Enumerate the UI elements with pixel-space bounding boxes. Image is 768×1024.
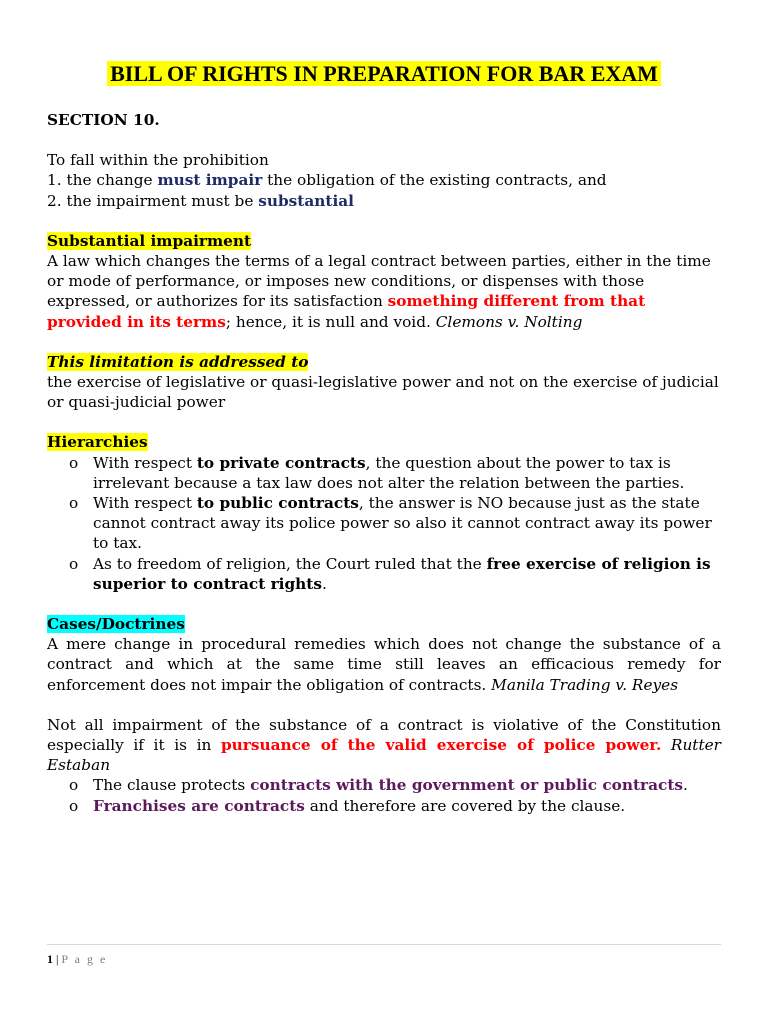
footer-separator: | — [53, 952, 62, 966]
limitation-heading: This limitation is addressed to — [47, 352, 309, 371]
bullet-icon: o — [69, 453, 79, 472]
cases-heading: Cases/Doctrines — [47, 615, 185, 634]
page-content — [47, 60, 721, 816]
substantial-impairment-text: A law which changes the terms of a legal contract between parties, either in the time or mode of performance, or imposes new conditions, or dispenses with those expressed, or authorizes for its satisfaction something different from that provided in its terms; hence, it is null and void. Clemons v. Nolting — [47, 252, 711, 331]
substantial-impairment-heading: Substantial impairment — [47, 231, 252, 250]
section-heading: SECTION 10. — [47, 111, 160, 129]
list-item: o The clause protects contracts with the government or public contracts. — [69, 776, 688, 795]
bullet-icon: o — [69, 494, 79, 513]
page-label: P a g e — [61, 952, 108, 966]
list-item: o With respect to private contracts, the question about the power to tax is irrelevant because a tax law does not alter the relation between the parties. — [69, 453, 685, 492]
page-footer — [47, 944, 721, 969]
list-item: o With respect to public contracts, the answer is NO because just as the state cannot contract away its police power so also it cannot contract away its power to tax. — [69, 494, 712, 553]
cases-paragraph-2: Not all impairment of the substance of a contract is violative of the Constitution especially if it is in pursuance of the valid exercise of police power. Rutter Estaban — [47, 715, 721, 775]
cases-paragraph-1: A mere change in procedural remedies which does not change the substance of a contract and which at the same time still leaves an efficacious remedy for enforcement does not impair the obligation of contracts. Manila Trading v. Reyes — [47, 635, 721, 694]
cases-block — [47, 614, 721, 816]
page-number: 1 — [47, 952, 53, 966]
intro-item-1: 1. the change must impair the obligation of the existing contracts, and — [47, 171, 607, 190]
list-item: o As to freedom of religion, the Court ruled that the free exercise of religion is superior to contract rights. — [69, 554, 711, 593]
intro-block — [47, 150, 721, 211]
document-title: BILL OF RIGHTS IN PREPARATION FOR BAR EXAM — [47, 60, 721, 88]
hierarchies-heading: Hierarchies — [47, 433, 148, 452]
bullet-icon: o — [69, 554, 79, 573]
bullet-icon: o — [69, 776, 79, 795]
hierarchies-list — [47, 453, 721, 594]
bullet-icon: o — [69, 796, 79, 815]
limitation-block — [47, 352, 721, 413]
limitation-text: the exercise of legislative or quasi-legislative power and not on the exercise of judicial or quasi-judicial power — [47, 373, 719, 412]
hierarchies-block — [47, 432, 721, 594]
substantial-impairment-block — [47, 231, 721, 332]
cases-list — [47, 775, 721, 815]
intro-line: To fall within the prohibition — [47, 151, 269, 170]
list-item: o Franchises are contracts and therefore are covered by the clause. — [69, 796, 626, 815]
intro-item-2: 2. the impairment must be substantial — [47, 191, 354, 210]
